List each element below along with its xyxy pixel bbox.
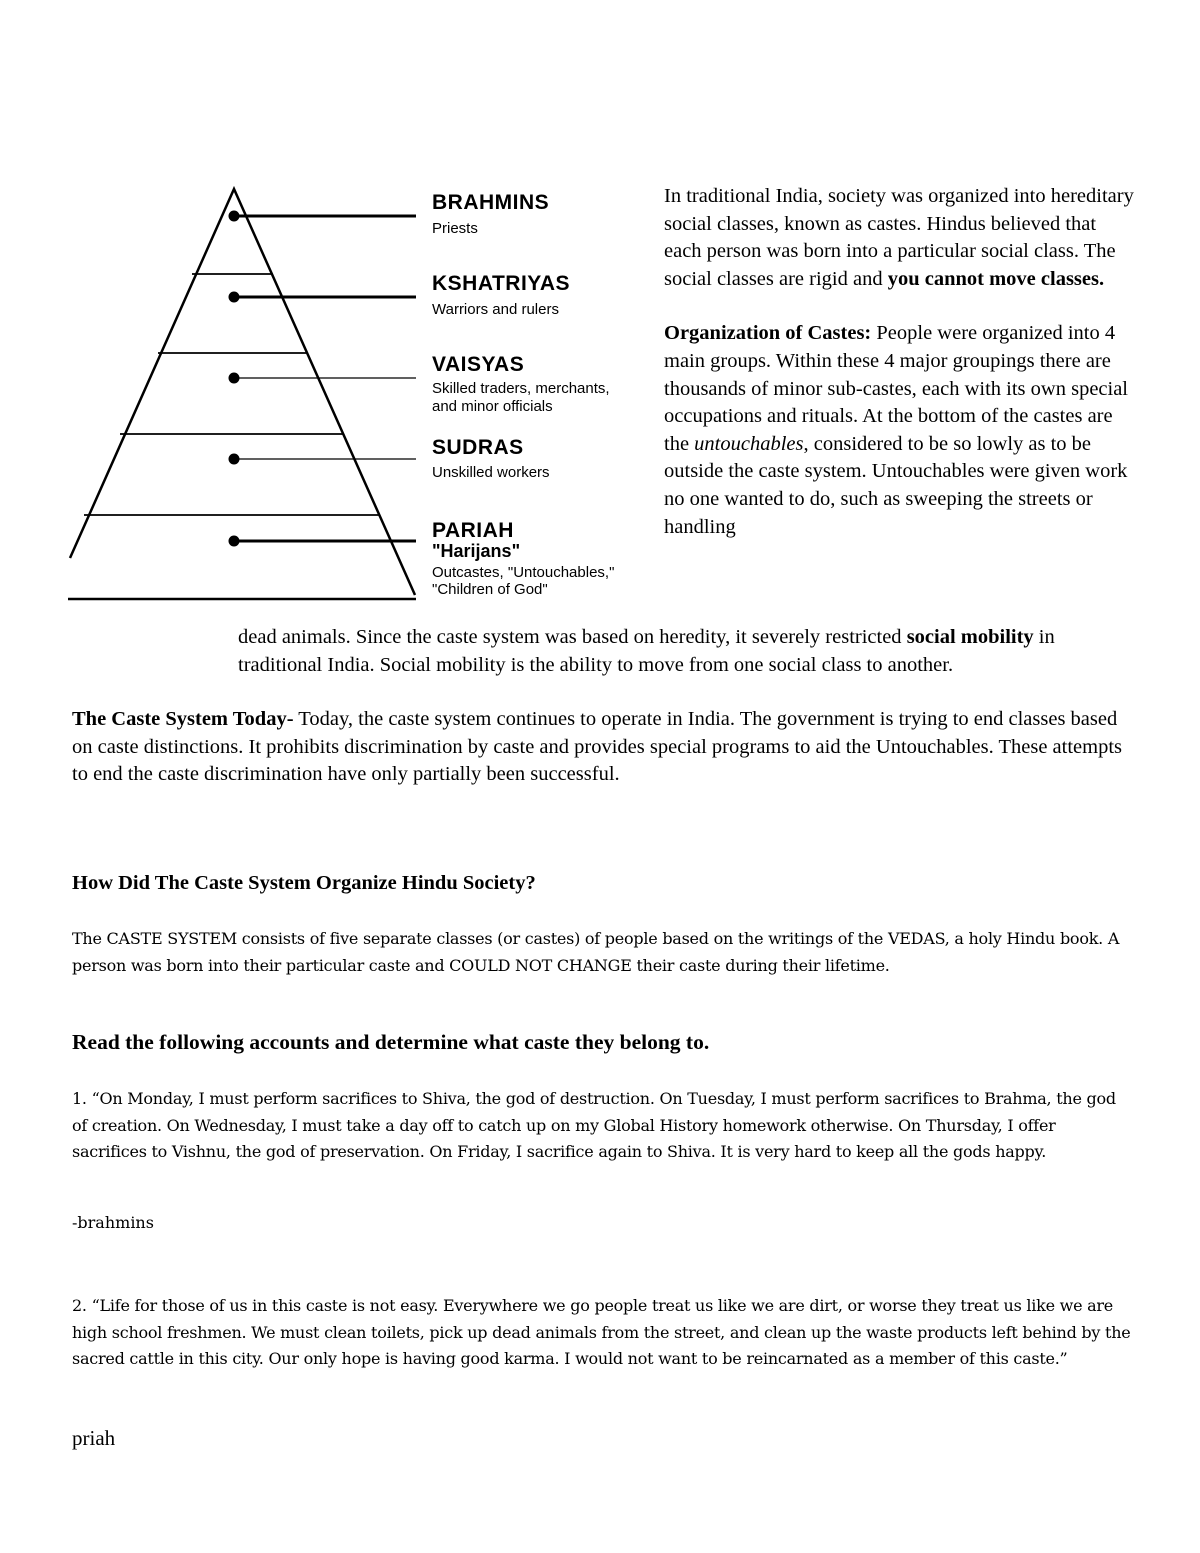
caste-sudras-name: SUDRAS — [432, 436, 524, 459]
answer-2: priah — [72, 1426, 116, 1450]
organization-paragraph — [664, 320, 1134, 541]
pyramid-pointers — [229, 211, 416, 546]
caste-system-today-paragraph — [72, 706, 1140, 789]
intro-paragraph — [664, 183, 1134, 293]
caste-kshatriyas-name: KSHATRIYAS — [432, 272, 571, 295]
untouchables-term: untouchables — [694, 432, 804, 455]
organization-text-a: People were organized into 4 main groups. Within these 4 major groupings there are thousands of minor sub-castes, each with its own special occupations and rituals. At the bottom of the castes are the — [664, 322, 1129, 455]
organization-heading: Organization of Castes: — [664, 322, 872, 345]
caste-pyramid-diagram — [68, 183, 648, 608]
intro-p1-text: In traditional India, society was organized into hereditary social classes, known as castes. Hindus believed that each person was born into a particular social class. The social classes are rigid and — [664, 185, 1134, 290]
intro-text-column — [664, 183, 1134, 541]
organization-text-b: , considered to be so lowly as to be outside the caste system. Untouchables were given work no one wanted to do, such as sweeping the streets or handling — [664, 432, 1128, 538]
continuation-paragraph — [72, 624, 1142, 679]
caste-pariah-desc-1: Outcastes, "Untouchables," — [432, 564, 615, 581]
continuation-text-a: dead animals. Since the caste system was based on heredity, it severely restricted — [238, 626, 907, 648]
account-1: 1. “On Monday, I must perform sacrifices to Shiva, the god of destruction. On Tuesday, I must perform sacrifices to Brahma, the god of creation. On Wednesday, I must take a day off to catch up on my Global History homework otherwise. On Thursday, I offer sacrifices to Vishnu, the god of preservation. On Friday, I sacrifice again to Shiva. It is very hard to keep all the gods happy. — [72, 1089, 1116, 1161]
caste-vaisyas-name: VAISYAS — [432, 353, 525, 376]
answer-1: -brahmins — [72, 1213, 154, 1232]
social-mobility-term: social mobility — [906, 626, 1034, 648]
caste-definition: The CASTE SYSTEM consists of five separate classes (or castes) of people based on the writings of the VEDAS, a holy Hindu book. A person was born into their particular caste and COULD NOT CHANGE their caste during their lifetime. — [72, 929, 1120, 975]
caste-vaisyas-desc-2: and minor officials — [432, 398, 553, 415]
caste-brahmins-name: BRAHMINS — [432, 191, 550, 214]
caste-system-today-heading: The Caste System Today- — [72, 708, 294, 730]
account-2: 2. “Life for those of us in this caste is not easy. Everywhere we go people treat us like we are dirt, or worse they treat us like we are high school freshmen. We must clean toilets, pick up dead animals from the street, and clean up the waste products left behind by the sacred cattle in this city. Our only hope is having good karma. I would not want to be reincarnated as a member of this caste.” — [72, 1296, 1131, 1368]
caste-system-today-text: Today, the caste system continues to operate in India. The government is trying to end classes based on caste distinctions. It prohibits discrimination by caste and provides special programs to aid the Untouchables. These attempts to end the caste discrimination have only partially been successful. — [72, 708, 1123, 786]
caste-sudras-desc: Unskilled workers — [432, 464, 550, 481]
caste-brahmins-desc: Priests — [432, 220, 478, 237]
pyramid-outline — [68, 189, 416, 599]
caste-kshatriyas-desc: Warriors and rulers — [432, 301, 559, 318]
intro-p1-bold: you cannot move classes. — [887, 267, 1105, 290]
caste-vaisyas-desc-1: Skilled traders, merchants, — [432, 380, 610, 397]
question-heading: How Did The Caste System Organize Hindu Society? — [72, 872, 536, 894]
read-accounts-heading: Read the following accounts and determine what caste they belong to. — [72, 1030, 710, 1054]
caste-pariah-alias: "Harijans" — [432, 541, 521, 561]
caste-pariah-desc-2: "Children of God" — [432, 581, 548, 598]
continuation-text-b: in traditional India. Social mobility is the ability to move from one social class to another. — [238, 626, 1055, 676]
caste-pariah-name: PARIAH — [432, 519, 514, 542]
